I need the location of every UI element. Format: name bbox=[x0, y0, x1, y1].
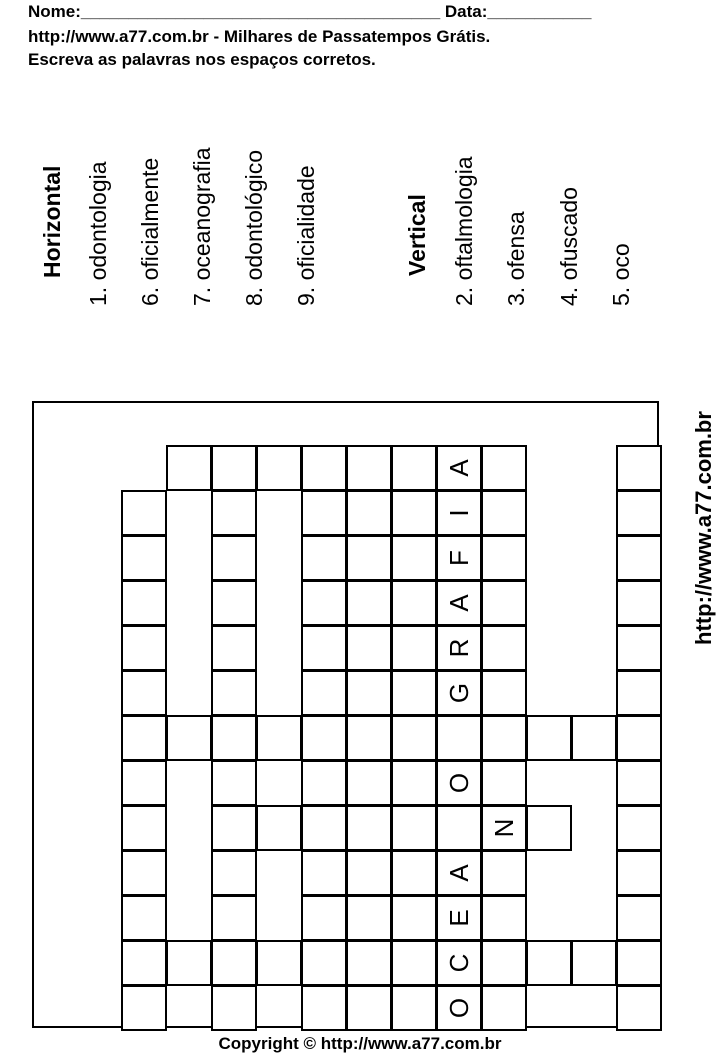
site-line: http://www.a77.com.br - Milhares de Passatempos Grátis. bbox=[28, 27, 491, 46]
vertical-clue-4: 4. ofuscado bbox=[556, 187, 582, 306]
grid-cell[interactable] bbox=[436, 850, 482, 896]
grid-cell[interactable] bbox=[391, 895, 437, 941]
grid-cell[interactable] bbox=[571, 940, 617, 986]
grid-cell[interactable] bbox=[571, 715, 617, 761]
grid-cell[interactable] bbox=[346, 760, 392, 806]
grid-cell[interactable] bbox=[616, 985, 662, 1031]
grid-cell[interactable] bbox=[391, 985, 437, 1031]
grid-cell[interactable] bbox=[436, 715, 482, 761]
grid-cell[interactable] bbox=[481, 580, 527, 626]
grid-cell[interactable] bbox=[346, 805, 392, 851]
grid-cell[interactable] bbox=[211, 670, 257, 716]
grid-cell[interactable] bbox=[211, 715, 257, 761]
grid-letter: N bbox=[489, 818, 519, 838]
grid-cell[interactable] bbox=[301, 805, 347, 851]
grid-cell[interactable] bbox=[391, 535, 437, 581]
grid-cell[interactable] bbox=[121, 580, 167, 626]
grid-cell[interactable] bbox=[121, 985, 167, 1031]
grid-cell[interactable] bbox=[481, 445, 527, 491]
grid-cell[interactable] bbox=[616, 625, 662, 671]
grid-cell[interactable] bbox=[301, 760, 347, 806]
grid-cell[interactable] bbox=[301, 670, 347, 716]
grid-cell[interactable] bbox=[436, 625, 482, 671]
grid-cell[interactable] bbox=[346, 625, 392, 671]
vertical-clue-2: 2. oftalmologia bbox=[451, 156, 477, 306]
grid-cell[interactable] bbox=[166, 445, 212, 491]
grid-cell[interactable] bbox=[166, 940, 212, 986]
grid-cell[interactable] bbox=[436, 670, 482, 716]
horizontal-clue-6: 6. oficialmente bbox=[137, 157, 163, 306]
grid-cell[interactable] bbox=[211, 850, 257, 896]
grid-cell[interactable] bbox=[211, 985, 257, 1031]
grid-cell[interactable] bbox=[481, 535, 527, 581]
horizontal-clue-1: 1. odontologia bbox=[85, 161, 111, 306]
grid-cell[interactable] bbox=[481, 985, 527, 1031]
grid-cell[interactable] bbox=[301, 625, 347, 671]
grid-letter: R bbox=[444, 638, 474, 658]
grid-cell[interactable] bbox=[211, 940, 257, 986]
grid-cell[interactable] bbox=[301, 490, 347, 536]
grid-cell[interactable] bbox=[616, 850, 662, 896]
grid-cell[interactable] bbox=[121, 895, 167, 941]
grid-cell[interactable] bbox=[346, 940, 392, 986]
grid-cell[interactable] bbox=[616, 490, 662, 536]
grid-cell[interactable] bbox=[481, 715, 527, 761]
grid-cell[interactable] bbox=[211, 535, 257, 581]
side-url: http://www.a77.com.br bbox=[691, 411, 716, 645]
grid-cell[interactable] bbox=[301, 895, 347, 941]
grid-cell[interactable] bbox=[436, 445, 482, 491]
grid-cell[interactable] bbox=[211, 490, 257, 536]
grid-cell[interactable] bbox=[616, 760, 662, 806]
grid-cell[interactable] bbox=[436, 760, 482, 806]
grid-cell[interactable] bbox=[481, 940, 527, 986]
grid-cell[interactable] bbox=[436, 805, 482, 851]
grid-cell[interactable] bbox=[436, 940, 482, 986]
grid-letter: I bbox=[444, 509, 474, 517]
grid-cell[interactable] bbox=[256, 445, 302, 491]
grid-cell[interactable] bbox=[346, 490, 392, 536]
grid-cell[interactable] bbox=[616, 805, 662, 851]
grid-cell[interactable] bbox=[526, 940, 572, 986]
grid-cell[interactable] bbox=[121, 760, 167, 806]
grid-letter: A bbox=[444, 594, 474, 612]
grid-cell[interactable] bbox=[121, 670, 167, 716]
grid-cell[interactable] bbox=[346, 580, 392, 626]
grid-cell[interactable] bbox=[256, 715, 302, 761]
grid-cell[interactable] bbox=[301, 715, 347, 761]
grid-cell[interactable] bbox=[436, 895, 482, 941]
grid-cell[interactable] bbox=[211, 445, 257, 491]
grid-letter: F bbox=[444, 550, 474, 566]
grid-cell[interactable] bbox=[616, 940, 662, 986]
grid-letter: O bbox=[444, 997, 474, 1019]
grid-cell[interactable] bbox=[616, 895, 662, 941]
grid-letter: O bbox=[444, 772, 474, 794]
grid-cell[interactable] bbox=[616, 445, 662, 491]
grid-cell[interactable] bbox=[301, 580, 347, 626]
grid-letter: A bbox=[444, 459, 474, 477]
grid-cell[interactable] bbox=[301, 850, 347, 896]
grid-letter: G bbox=[444, 682, 474, 704]
grid-cell[interactable] bbox=[121, 715, 167, 761]
grid-letter: E bbox=[444, 909, 474, 927]
grid-cell[interactable] bbox=[391, 580, 437, 626]
instruction-line: Escreva as palavras nos espaços corretos. bbox=[28, 50, 376, 69]
vertical-clue-5: 5. oco bbox=[608, 243, 634, 306]
grid-letter: A bbox=[444, 864, 474, 882]
grid-cell[interactable] bbox=[526, 715, 572, 761]
grid-cell[interactable] bbox=[256, 805, 302, 851]
grid-cell[interactable] bbox=[166, 715, 212, 761]
grid-cell[interactable] bbox=[481, 670, 527, 716]
grid-cell[interactable] bbox=[436, 490, 482, 536]
grid-cell[interactable] bbox=[301, 535, 347, 581]
grid-cell[interactable] bbox=[346, 715, 392, 761]
grid-cell[interactable] bbox=[391, 445, 437, 491]
grid-cell[interactable] bbox=[121, 535, 167, 581]
grid-cell[interactable] bbox=[391, 670, 437, 716]
grid-cell[interactable] bbox=[121, 625, 167, 671]
horizontal-clue-7: 7. oceanografia bbox=[189, 147, 215, 306]
grid-cell[interactable] bbox=[346, 535, 392, 581]
horizontal-title: Horizontal bbox=[39, 165, 65, 278]
grid-cell[interactable] bbox=[211, 760, 257, 806]
grid-cell[interactable] bbox=[391, 490, 437, 536]
grid-cell[interactable] bbox=[481, 760, 527, 806]
grid-cell[interactable] bbox=[436, 985, 482, 1031]
grid-cell[interactable] bbox=[391, 805, 437, 851]
grid-cell[interactable] bbox=[211, 625, 257, 671]
grid-cell[interactable] bbox=[616, 535, 662, 581]
grid-cell[interactable] bbox=[481, 625, 527, 671]
grid-cell[interactable] bbox=[481, 805, 527, 851]
grid-cell[interactable] bbox=[346, 895, 392, 941]
copyright: Copyright © http://www.a77.com.br bbox=[218, 1034, 502, 1053]
grid-cell[interactable] bbox=[211, 580, 257, 626]
grid-cell[interactable] bbox=[301, 940, 347, 986]
grid-cell[interactable] bbox=[481, 490, 527, 536]
name-date-line: Nome:______________________________________ Data:___________ bbox=[28, 2, 592, 21]
grid-cell[interactable] bbox=[346, 445, 392, 491]
grid-cell[interactable] bbox=[436, 580, 482, 626]
horizontal-clue-8: 8. odontológico bbox=[241, 149, 267, 306]
grid-cell[interactable] bbox=[391, 940, 437, 986]
grid-cell[interactable] bbox=[121, 805, 167, 851]
grid-cell[interactable] bbox=[211, 895, 257, 941]
horizontal-clue-9: 9. oficialidade bbox=[293, 165, 319, 306]
grid-cell[interactable] bbox=[121, 850, 167, 896]
grid-cell[interactable] bbox=[211, 805, 257, 851]
grid-cell[interactable] bbox=[121, 940, 167, 986]
grid-cell[interactable] bbox=[391, 850, 437, 896]
grid-cell[interactable] bbox=[301, 985, 347, 1031]
grid-cell[interactable] bbox=[346, 850, 392, 896]
grid-cell[interactable] bbox=[346, 670, 392, 716]
grid-letter: C bbox=[444, 953, 474, 973]
grid-cell[interactable] bbox=[616, 670, 662, 716]
vertical-clue-3: 3. ofensa bbox=[503, 211, 529, 306]
grid-cell[interactable] bbox=[481, 895, 527, 941]
grid-cell[interactable] bbox=[391, 625, 437, 671]
grid-cell[interactable] bbox=[346, 985, 392, 1031]
grid-cell[interactable] bbox=[391, 760, 437, 806]
grid-cell[interactable] bbox=[256, 940, 302, 986]
grid-cell[interactable] bbox=[301, 445, 347, 491]
grid-cell[interactable] bbox=[121, 490, 167, 536]
vertical-title: Vertical bbox=[404, 194, 430, 276]
grid-cell[interactable] bbox=[526, 805, 572, 851]
grid-cell[interactable] bbox=[436, 535, 482, 581]
grid-cell[interactable] bbox=[616, 580, 662, 626]
grid-cell[interactable] bbox=[481, 850, 527, 896]
grid-cell[interactable] bbox=[616, 715, 662, 761]
grid-cell[interactable] bbox=[391, 715, 437, 761]
